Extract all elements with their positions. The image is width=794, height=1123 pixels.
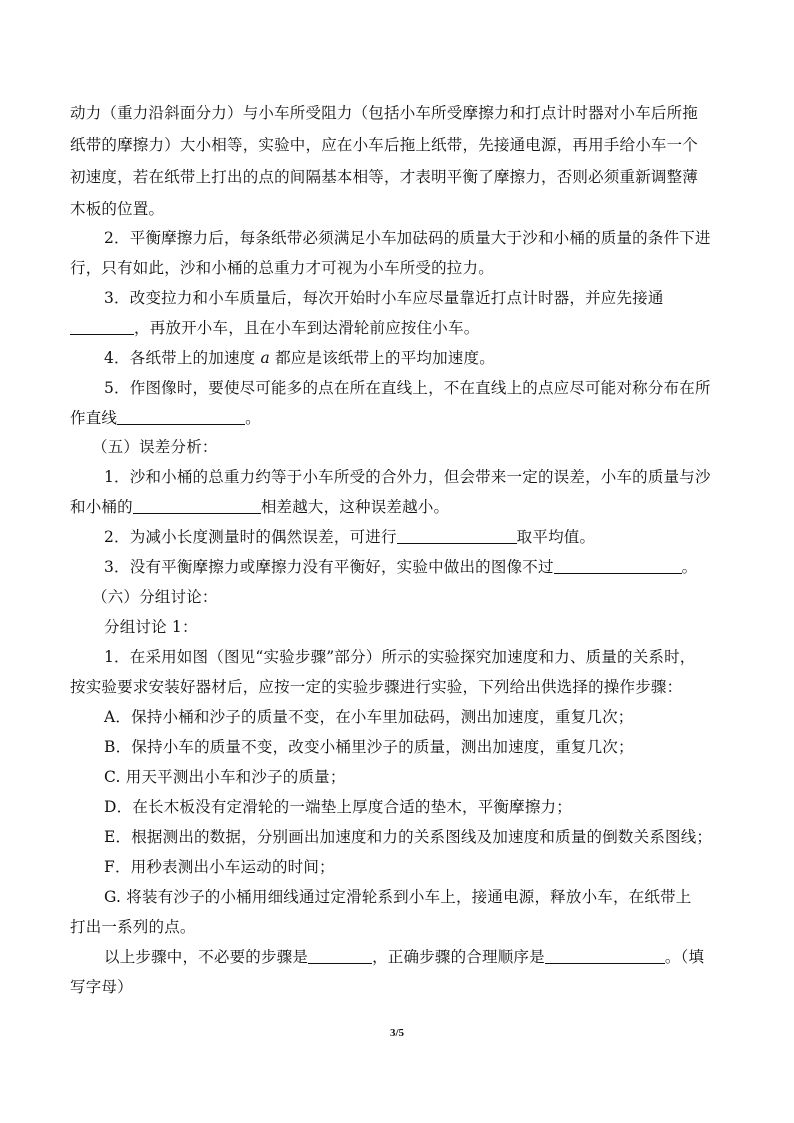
note-5-line-2 [70, 408, 261, 428]
note-4-line [104, 348, 495, 368]
answer-blank[interactable] [133, 499, 261, 514]
answer-blank[interactable] [308, 949, 372, 964]
error-3-line [104, 557, 697, 577]
answer-blank[interactable] [545, 949, 665, 964]
error-3-text-b: 。 [681, 558, 698, 576]
note-3-line-1: 3．改变拉力和小车质量后，每次开始时小车应尽量靠近打点计时器，并应先接通 [104, 289, 664, 307]
error-1-text-a: 和小桶的 [70, 498, 133, 516]
error-analysis-heading: （五）误差分析： [92, 438, 218, 456]
note-3-line-2 [70, 318, 479, 338]
acceleration-symbol: a [260, 349, 270, 367]
question-ask-line-1 [104, 947, 704, 967]
note-5-line-1: 5．作图像时，要使尽可能多的点在所在直线上，不在直线上的点应尽可能对称分布在所 [104, 379, 711, 397]
note-2-line-2: 行，只有如此，沙和小桶的总重力才可视为小车所受的拉力。 [70, 259, 494, 277]
intro-line-1: 动力（重力沿斜面分力）与小车所受阻力（包括小车所受摩擦力和打点计时器对小车后所拖 [70, 104, 699, 122]
answer-blank[interactable] [397, 529, 517, 544]
option-f: F．用秒表测出小车运动的时间； [104, 858, 335, 876]
question-ask-line-2: 写字母） [70, 978, 133, 996]
answer-blank[interactable] [117, 410, 245, 425]
option-c: C. 用天平测出小车和沙子的质量； [104, 768, 346, 786]
intro-line-4: 木板的位置。 [70, 200, 165, 218]
note-5-end: 。 [245, 409, 261, 427]
ask-text-c: 。（填 [664, 948, 705, 966]
discussion-heading: （六）分组讨论： [92, 588, 218, 606]
error-2-line [104, 527, 595, 547]
error-2-text-a: 2．为减小长度测量时的偶然误差，可进行 [104, 528, 397, 546]
option-e: E．根据测出的数据，分别画出加速度和力的关系图线及加速度和质量的倒数关系图线； [104, 828, 713, 846]
note-3-text: ，再放开小车，且在小车到达滑轮前应按住小车。 [134, 319, 480, 337]
note-4-text-a: 4．各纸带上的加速度 [104, 349, 256, 367]
page-number: 3/5 [389, 1027, 405, 1039]
option-g-line-1: G. 将装有沙子的小桶用细线通过定滑轮系到小车上，接通电源，释放小车，在纸带上 [104, 888, 692, 906]
answer-blank[interactable] [554, 559, 682, 574]
option-d: D．在长木板没有定滑轮的一端垫上厚度合适的垫木，平衡摩擦力； [104, 798, 572, 816]
option-g-line-2: 打出一系列的点。 [70, 918, 196, 936]
error-1-text-b: 相差越大，这种误差越小。 [260, 498, 450, 516]
note-4-text-b: 都应是该纸带上的平均加速度。 [275, 349, 495, 367]
answer-blank[interactable] [70, 320, 134, 335]
error-3-text-a: 3．没有平衡摩擦力或摩擦力没有平衡好，实验中做出的图像不过 [104, 558, 554, 576]
error-2-text-b: 取平均值。 [516, 528, 596, 546]
intro-line-3: 初速度，若在纸带上打出的点的间隔基本相等，才表明平衡了摩擦力，否则必须重新调整薄 [70, 168, 699, 186]
question-1-line-2: 按实验要求安装好器材后，应按一定的实验步骤进行实验，下列给出供选择的操作步骤： [70, 678, 683, 696]
question-1-line-1: 1．在采用如图（图见“实验步骤”部分）所示的实验探究加速度和力、质量的关系时， [104, 648, 696, 666]
option-a: A．保持小桶和沙子的质量不变，在小车里加砝码，测出加速度，重复几次； [104, 708, 634, 726]
error-1-line-2 [70, 497, 449, 517]
note-2-line-1: 2．平衡摩擦力后，每条纸带必须满足小车加砝码的质量大于沙和小桶的质量的条件下进 [104, 229, 711, 247]
error-1-line-1: 1．沙和小桶的总重力约等于小车所受的合外力，但会带来一定的误差，小车的质量与沙 [104, 468, 711, 486]
option-b: B．保持小车的质量不变，改变小桶里沙子的质量，测出加速度，重复几次； [104, 738, 634, 756]
ask-text-a: 以上步骤中，不必要的步骤是 [104, 948, 309, 966]
note-5-text: 作直线 [70, 409, 118, 427]
ask-text-b: ，正确步骤的合理顺序是 [372, 948, 545, 966]
discussion-subheading: 分组讨论 1： [104, 618, 198, 636]
intro-line-2: 纸带的摩擦力）大小相等，实验中，应在小车后拖上纸带，先接通电源，再用手给小车一个 [70, 136, 699, 154]
